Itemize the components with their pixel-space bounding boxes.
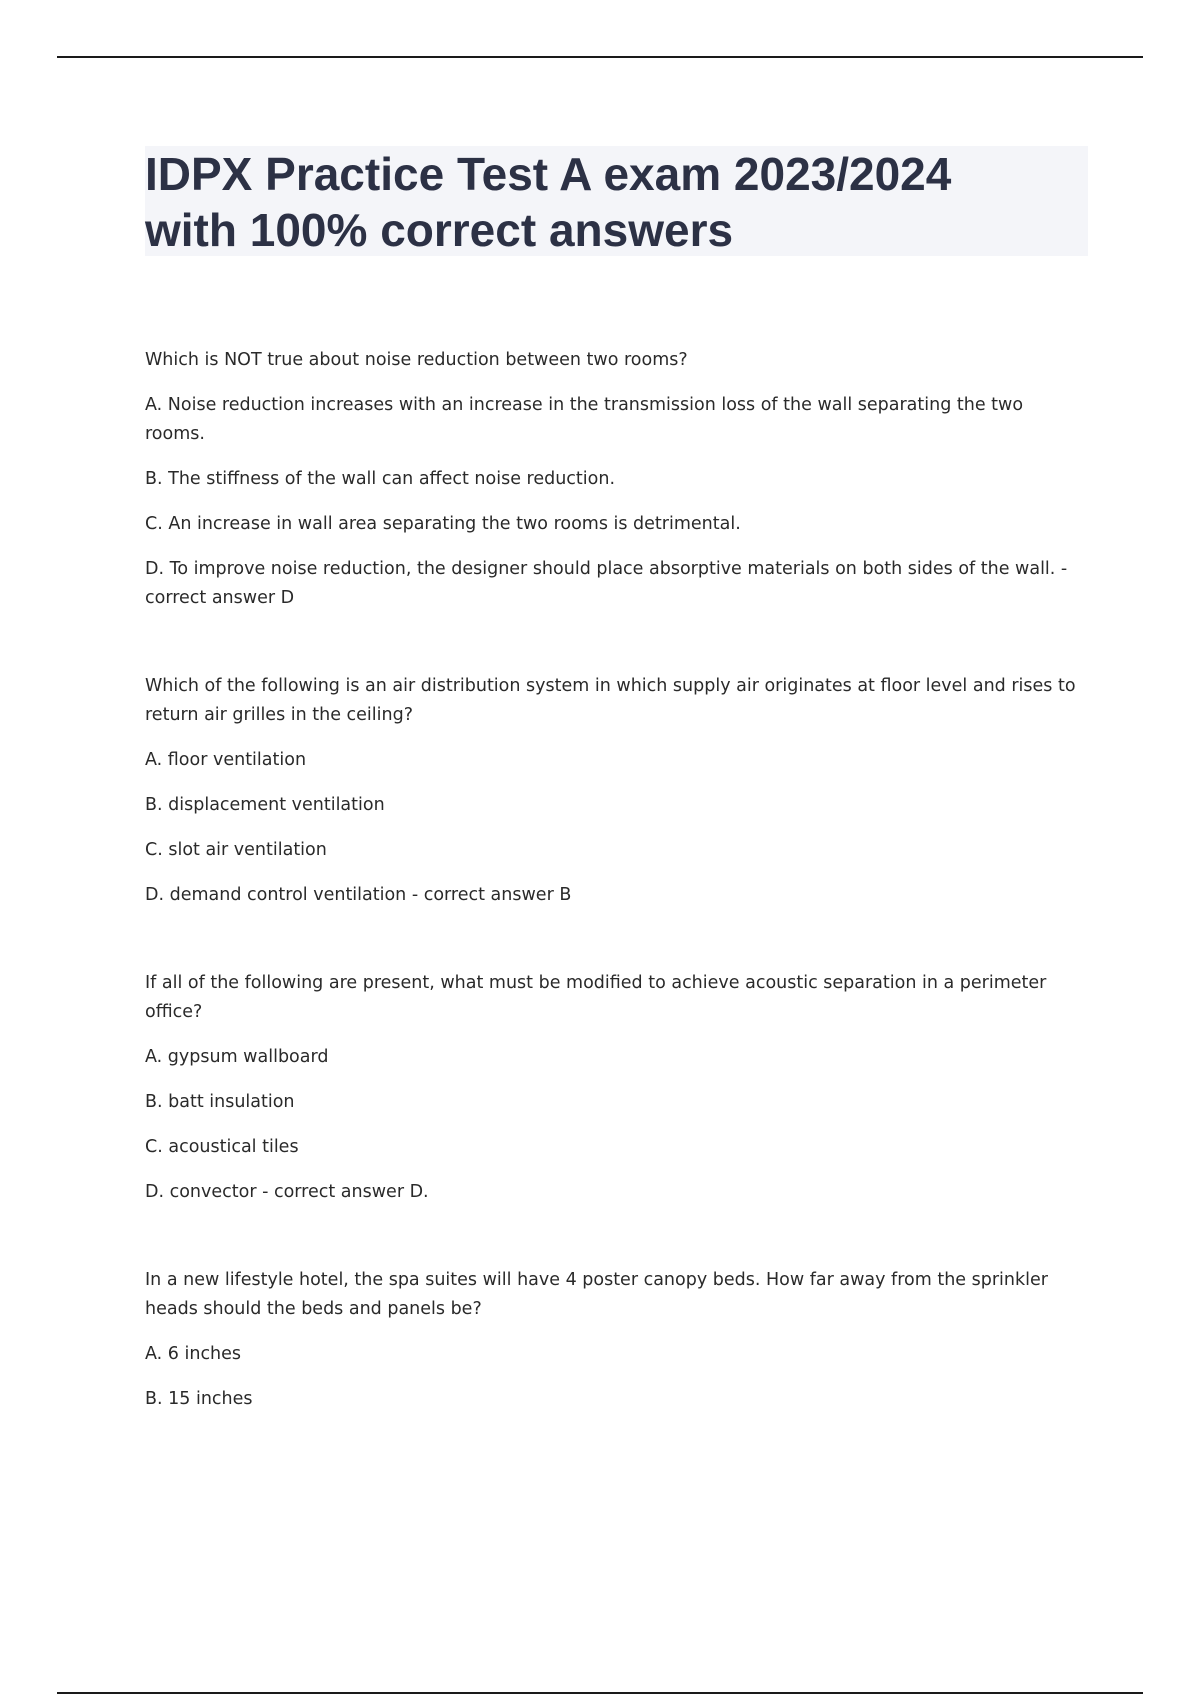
option-d-with-answer: D. convector - correct answer D. xyxy=(145,1182,429,1202)
bottom-rule xyxy=(57,1692,1143,1694)
title-line-2: with 100% correct answers xyxy=(145,204,734,256)
option-a: A. floor ventilation xyxy=(145,750,307,770)
question-3 xyxy=(145,969,1085,1207)
option-c: C. acoustical tiles xyxy=(145,1137,299,1157)
option-b: B. batt insulation xyxy=(145,1092,295,1112)
question-text: If all of the following are present, what must be modified to achieve acoustic separation in a perimeter office? xyxy=(145,973,1047,1022)
question-text: Which is NOT true about noise reduction between two rooms? xyxy=(145,350,688,370)
title-line-1: IDPX Practice Test A exam 2023/2024 xyxy=(145,148,952,200)
question-4 xyxy=(145,1266,1085,1414)
option-d-with-answer: D. To improve noise reduction, the designer should place absorptive materials on both sides of the wall. - correct answer D xyxy=(145,559,1068,608)
option-a: A. Noise reduction increases with an increase in the transmission loss of the wall separating the two rooms. xyxy=(145,395,1024,444)
question-2 xyxy=(145,672,1085,910)
option-c: C. slot air ventilation xyxy=(145,840,327,860)
question-1 xyxy=(145,346,1085,613)
option-b: B. 15 inches xyxy=(145,1389,253,1409)
option-b: B. displacement ventilation xyxy=(145,795,385,815)
option-a: A. gypsum wallboard xyxy=(145,1047,329,1067)
spacer xyxy=(145,613,1085,672)
document-title xyxy=(145,146,1088,256)
question-text: Which of the following is an air distribution system in which supply air originates at floor level and rises to return air grilles in the ceiling? xyxy=(145,676,1076,725)
option-c: C. An increase in wall area separating the two rooms is detrimental. xyxy=(145,514,741,534)
questions-list xyxy=(145,346,1085,1414)
spacer xyxy=(145,1207,1085,1266)
question-text: In a new lifestyle hotel, the spa suites will have 4 poster canopy beds. How far away from the sprinkler heads should the beds and panels be? xyxy=(145,1270,1048,1319)
option-b: B. The stiffness of the wall can affect noise reduction. xyxy=(145,469,616,489)
option-d-with-answer: D. demand control ventilation - correct answer B xyxy=(145,885,572,905)
option-a: A. 6 inches xyxy=(145,1344,242,1364)
top-rule xyxy=(57,56,1143,58)
spacer xyxy=(145,910,1085,969)
